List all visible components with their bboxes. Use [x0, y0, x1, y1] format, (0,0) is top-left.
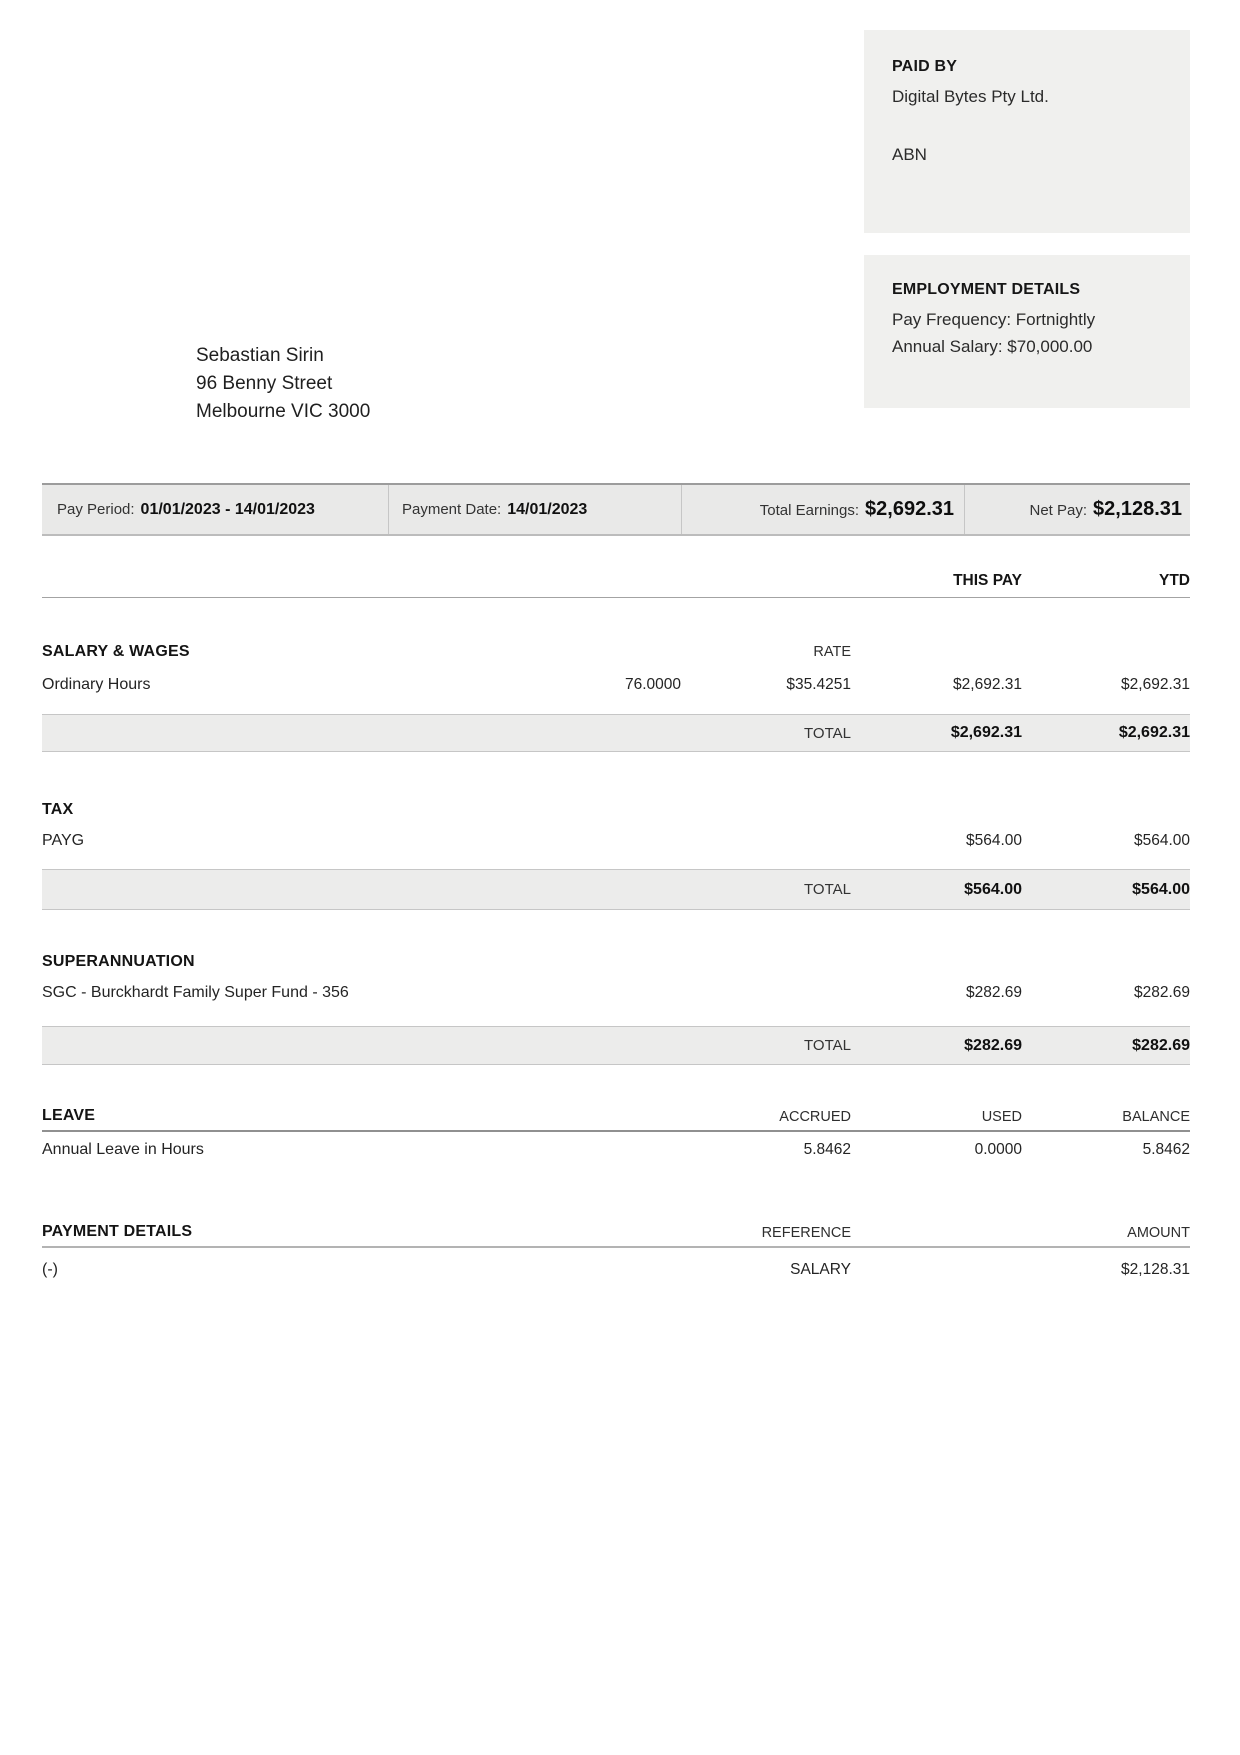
total-earnings-value: $2,692.31 — [865, 498, 954, 520]
paid-by-abn-label: ABN — [892, 145, 927, 164]
pay-period-cell — [42, 501, 388, 519]
ytd-header: YTD — [1159, 572, 1190, 589]
paid-by-box — [864, 30, 1190, 233]
superannuation-row-ytd: $282.69 — [1133, 984, 1190, 1001]
pay-frequency: Pay Frequency: Fortnightly — [892, 310, 1096, 329]
employee-address-block — [196, 342, 370, 426]
net-pay-cell — [964, 498, 1190, 521]
payment-row-amount: $2,128.31 — [1121, 1261, 1190, 1278]
leave-row — [42, 1138, 1190, 1162]
net-pay-value: $2,128.31 — [1093, 498, 1182, 520]
this-pay-header: THIS PAY — [953, 572, 1022, 589]
payment-details-title: PAYMENT DETAILS — [42, 1223, 193, 1240]
bar-separator — [964, 485, 965, 534]
leave-title: LEAVE — [42, 1107, 96, 1124]
tax-total-label: TOTAL — [804, 881, 851, 898]
salary-total-ytd: $2,692.31 — [1118, 724, 1190, 741]
superannuation-total-label: TOTAL — [804, 1037, 851, 1054]
superannuation-title: SUPERANNUATION — [42, 953, 195, 970]
salary-wages-title: SALARY & WAGES — [42, 643, 190, 660]
column-headers-row — [42, 568, 1190, 598]
annual-salary: Annual Salary: $70,000.00 — [892, 337, 1093, 356]
employment-details-box — [864, 255, 1190, 408]
payment-date-label: Payment Date: — [402, 500, 502, 518]
payment-row-reference: SALARY — [790, 1261, 851, 1278]
payment-date-value: 14/01/2023 — [507, 500, 588, 518]
total-earnings-label: Total Earnings: — [759, 502, 860, 519]
net-pay-label: Net Pay: — [1029, 502, 1088, 519]
salary-row-ytd: $2,692.31 — [1121, 676, 1190, 693]
bar-separator — [388, 485, 389, 534]
balance-header: BALANCE — [1122, 1109, 1190, 1125]
superannuation-total-row — [42, 1026, 1190, 1065]
tax-row-this-pay: $564.00 — [965, 832, 1022, 849]
pay-summary-bar — [42, 483, 1190, 536]
rate-header: RATE — [813, 644, 851, 660]
tax-row-description: PAYG — [42, 832, 85, 849]
salary-row-rate: $35.4251 — [786, 676, 851, 693]
superannuation-row-this-pay: $282.69 — [965, 984, 1022, 1001]
superannuation-row — [42, 981, 1190, 1005]
accrued-header: ACCRUED — [779, 1109, 851, 1125]
salary-total-this-pay: $2,692.31 — [950, 724, 1022, 741]
salary-row-description: Ordinary Hours — [42, 676, 151, 693]
payment-details-header-row — [42, 1218, 1190, 1248]
payment-row-description: (-) — [42, 1261, 58, 1278]
tax-row-ytd: $564.00 — [1133, 832, 1190, 849]
employment-details-title: EMPLOYMENT DETAILS — [892, 281, 1081, 298]
used-header: USED — [981, 1109, 1022, 1125]
reference-header: REFERENCE — [761, 1225, 851, 1241]
tax-header-row — [42, 798, 1190, 822]
tax-total-this-pay: $564.00 — [964, 880, 1022, 898]
pay-period-label: Pay Period: — [57, 500, 135, 518]
leave-row-balance: 5.8462 — [1142, 1141, 1190, 1158]
salary-row-this-pay: $2,692.31 — [953, 676, 1022, 693]
leave-row-used: 0.0000 — [974, 1141, 1022, 1158]
salary-total-row — [42, 714, 1190, 752]
bar-separator — [681, 485, 682, 534]
paid-by-title: PAID BY — [892, 58, 958, 75]
employee-city: Melbourne VIC 3000 — [196, 401, 371, 422]
leave-row-accrued: 5.8462 — [803, 1141, 851, 1158]
salary-total-label: TOTAL — [804, 724, 851, 742]
tax-total-ytd: $564.00 — [1132, 880, 1190, 898]
salary-wages-header-row — [42, 641, 1190, 663]
salary-row — [42, 674, 1190, 696]
superannuation-header-row — [42, 950, 1190, 974]
superannuation-total-ytd: $282.69 — [1132, 1036, 1190, 1054]
salary-row-units: 76.0000 — [624, 676, 681, 693]
tax-total-row — [42, 869, 1190, 910]
pay-period-value: 01/01/2023 - 14/01/2023 — [140, 500, 315, 518]
superannuation-row-description: SGC - Burckhardt Family Super Fund - 356 — [42, 984, 349, 1001]
paid-by-company: Digital Bytes Pty Ltd. — [892, 87, 1049, 106]
tax-title: TAX — [42, 801, 74, 818]
leave-header-row — [42, 1102, 1190, 1132]
amount-header: AMOUNT — [1127, 1225, 1190, 1241]
superannuation-total-this-pay: $282.69 — [964, 1036, 1022, 1054]
payment-details-row — [42, 1258, 1190, 1282]
employee-street: 96 Benny Street — [196, 373, 333, 394]
total-earnings-cell — [681, 498, 964, 521]
employee-name: Sebastian Sirin — [196, 345, 324, 366]
payment-date-cell — [388, 501, 681, 519]
leave-row-description: Annual Leave in Hours — [42, 1141, 204, 1158]
tax-row — [42, 830, 1190, 852]
